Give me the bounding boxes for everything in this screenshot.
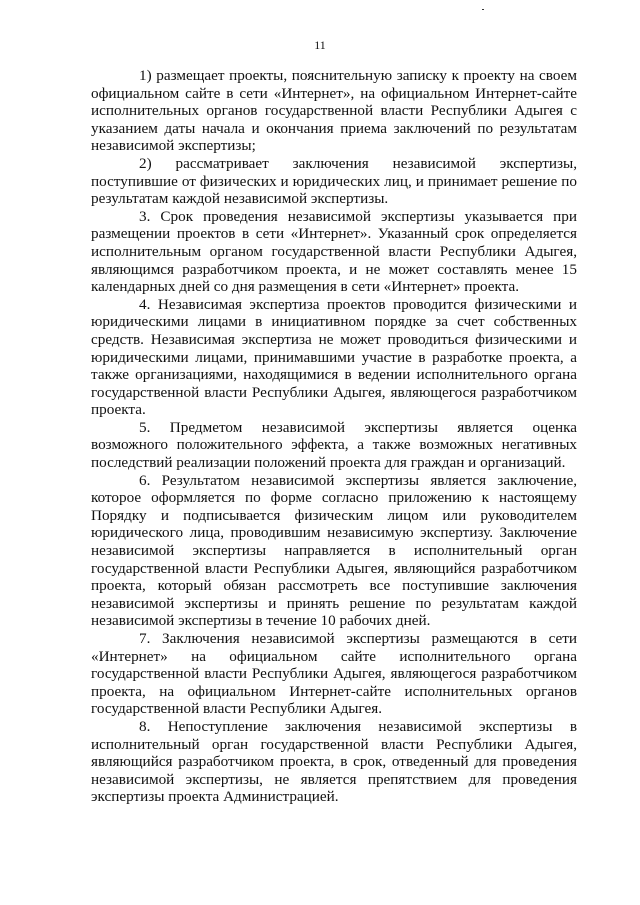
paragraph-6-expertise-result: 6. Результатом независимой экспертизы является заключение, которое оформляется по форме согласно приложению к настоящему Порядку и подписывается физическим лицом или руководителем юридического лица, проводившим независимую экспертизу. Заключение независимой экспертизы направляется в исполнительный орган государственной власти Республики Адыгея, являющийся разработчиком проекта, который обязан рассмотреть все поступившие заключения независимой экспертизы и принять решение по результатам каждой независимой экспертизы в течение 10 рабочих дней. [91,471,577,630]
paragraph-4-expertise-conduct: 4. Независимая экспертиза проектов проводится физическими и юридическими лицами в инициативном порядке за счет собственных средств. Независимая экспертиза не может проводиться физическими и юридическими лицами, принимавшими участие в разработке проекта, а также организациями, находящимися в ведении исполнительного органа государственной власти Республики Адыгея, являющегося разработчиком проекта. [91,295,577,419]
paragraph-5-expertise-subject: 5. Предметом независимой экспертизы является оценка возможного положительного эффекта, а также возможных негативных последствий реализации положений проекта для граждан и организаций. [91,418,577,472]
document-body [91,67,577,806]
paragraph-8-non-receipt: 8. Непоступление заключения независимой экспертизы в исполнительный орган государственной власти Республики Адыгея, являющийся разработчиком проекта, в срок, отведенный для проведения независимой экспертизы, не является препятствием для проведения экспертизы проекта Администрацией. [91,717,577,806]
paragraph-2-review-conclusions: 2) рассматривает заключения независимой экспертизы, поступившие от физических и юридических лиц, и принимает решение по результатам каждой независимой экспертизы. [91,154,577,208]
paragraph-7-publication: 7. Заключения независимой экспертизы размещаются в сети «Интернет» на официальном сайте исполнительного органа государственной власти Республики Адыгея, являющегося разработчиком проекта, на официальном Интернет-сайте исполнительных органов государственной власти Республики Адыгея. [91,630,577,718]
paragraph-3-expertise-period: 3. Срок проведения независимой экспертизы указывается при размещении проектов в сети «Интернет». Указанный срок определяется исполнительным органом государственной власти Республики Адыгея, являющимся разработчиком проекта, и не может составлять менее 15 календарных дней со дня размещения в сети «Интернет» проекта. [91,207,577,296]
scan-speck [482,9,484,10]
paragraph-1-posting-projects: 1) размещает проекты, пояснительную записку к проекту на своем официальном сайте в сети «Интернет», на официальном Интернет-сайте исполнительных органов государственной власти Республики Адыгея с указанием даты начала и окончания приема заключений по результатам независимой экспертизы; [91,67,577,155]
page-number: 11 [314,38,326,52]
